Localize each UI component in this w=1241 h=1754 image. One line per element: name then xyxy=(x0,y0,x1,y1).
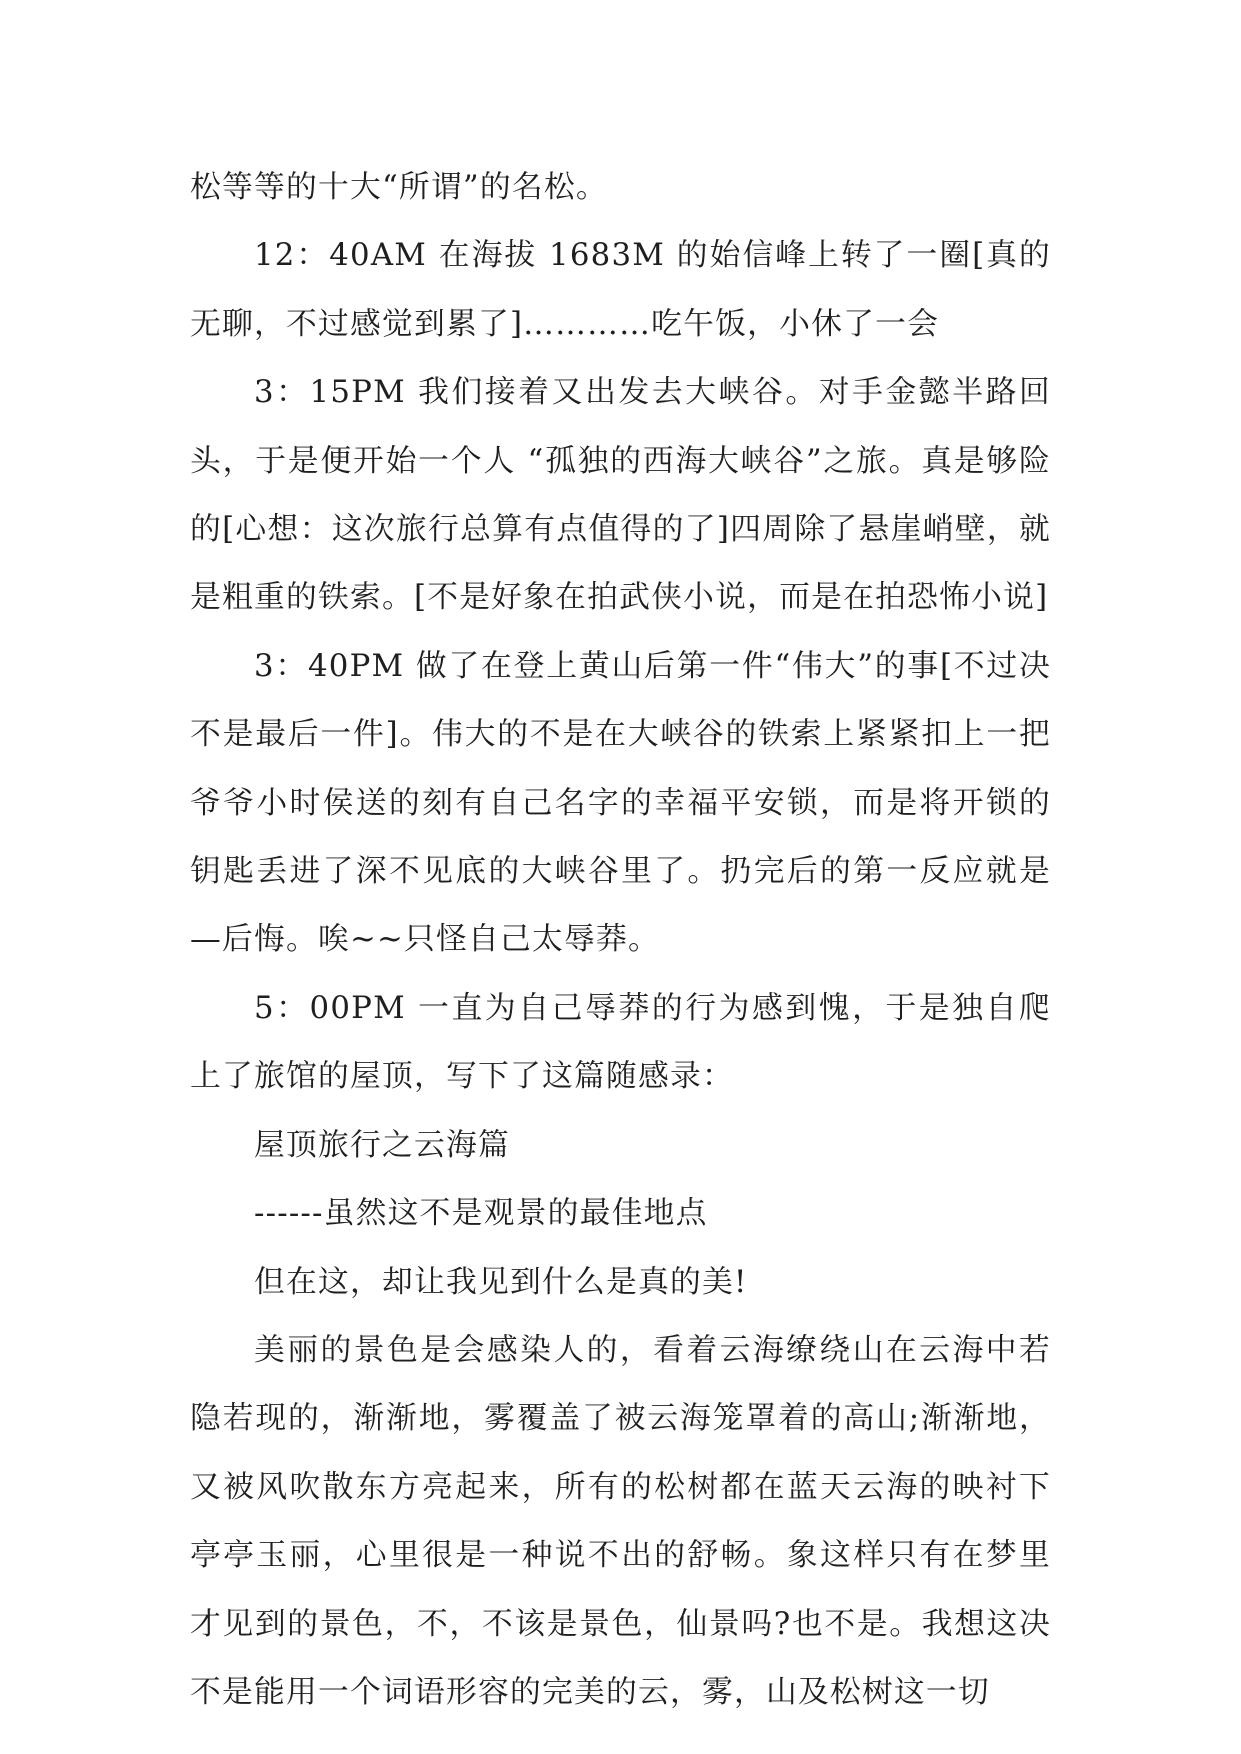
document-body xyxy=(190,153,1051,1726)
paragraph: 5：00PM 一直为自己辱莽的行为感到愧，于是独自爬上了旅馆的屋顶，写下了这篇随感录： xyxy=(190,989,1051,1095)
paragraph: 但在这，却让我见到什么是真的美! xyxy=(254,1263,748,1300)
paragraph: 12：40AM 在海拔 1683M 的始信峰上转了一圈[真的无聊，不过感觉到累了]…………吃午饭，小休了一会 xyxy=(190,237,1051,342)
paragraph: 屋顶旅行之云海篇 xyxy=(254,1126,510,1163)
paragraph: 3：15PM 我们接着又出发去大峡谷。对手金懿半路回头，于是便开始一个人 “孤独的西海大峡谷”之旅。真是够险的[心想：这次旅行总算有点值得的了]四周除了悬崖峭壁，就是粗重的铁索。[不是好象在拍武侠小说，而是在拍恐怖小说] xyxy=(190,374,1051,616)
paragraph: 美丽的景色是会感染人的，看着云海缭绕山在云海中若隐若现的，渐渐地，雾覆盖了被云海笼罩着的高山;渐渐地，又被风吹散东方亮起来，所有的松树都在蓝天云海的映衬下亭亭玉丽，心里很是一种说不出的舒畅。象这样只有在梦里才见到的景色，不，不该是景色，仙景吗?也不是。我想这决不是能用一个词语形容的完美的云，雾，山及松树这一切 xyxy=(190,1331,1051,1710)
paragraph: 3：40PM 做了在登上黄山后第一件“伟大”的事[不过决不是最后一件]。伟大的不是在大峡谷的铁索上紧紧扣上一把爷爷小时侯送的刻有自己名字的幸福平安锁，而是将开锁的钥匙丢进了深不见底的大峡谷里了。扔完后的第一反应就是—后悔。唉~~只怪自己太辱莽。 xyxy=(190,647,1051,958)
paragraph: ------虽然这不是观景的最佳地点 xyxy=(254,1195,708,1232)
paragraph: 松等等的十大“所谓”的名松。 xyxy=(190,169,608,205)
